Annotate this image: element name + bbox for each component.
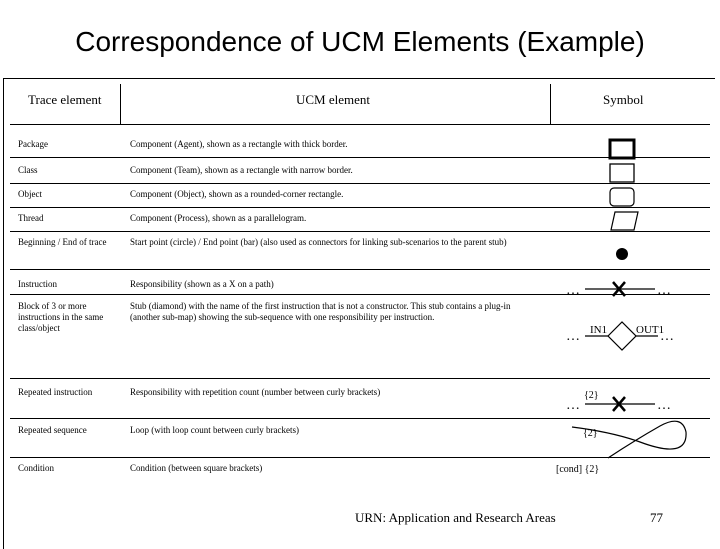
page-number: 77 [650,510,663,525]
table-row-ucm: Stub (diamond) with the name of the first instruction that is not a constructor. This stub contains a plug-in (another sub-map) showing the sub-sequence with one responsibility per instruction. [130,301,511,322]
start-point-symbol [616,248,628,260]
table-row-ucm: Component (Object), shown as a rounded-corner rectangle. [130,189,344,199]
table-row-ucm: Start point (circle) / End point (bar) (also used as connectors for linking sub-scenarios to the parent stub) [130,237,507,247]
rounded-rectangle-symbol [610,188,634,206]
table-row-ucm: Loop (with loop count between curly brackets) [130,425,299,435]
ellipsis-text: … [657,283,671,298]
parallelogram-symbol [611,212,638,230]
table-row-trace: Condition [18,463,55,473]
table-row-ucm: Responsibility with repetition count (number between curly brackets) [130,387,381,397]
table-row-ucm: Component (Agent), shown as a rectangle with thick border. [130,139,348,149]
thick-rectangle-symbol [610,140,634,158]
footer-text: URN: Application and Research Areas [355,510,556,525]
table-row-trace: Package [18,139,48,149]
table-row-ucm: Responsibility (shown as a X on a path) [130,279,274,289]
table-row-trace: Object [18,189,42,199]
header-ucm-element: UCM element [296,92,371,107]
slide-title: Correspondence of UCM Elements (Example) [75,26,645,57]
table-row-ucm: Component (Team), shown as a rectangle with narrow border. [130,165,353,175]
ellipsis-text: … [566,283,580,298]
ellipsis-text: … [566,329,580,344]
table-row-trace: Repeated sequence [18,425,87,435]
repetition-count-label: {2} [584,390,599,401]
stub-in-label: IN1 [590,324,608,336]
table-row-ucm: Component (Process), shown as a parallelogram. [130,213,307,223]
table-row-trace: Block of 3 or more instructions in the same class/object [18,301,104,333]
table-row-trace: Class [18,165,38,175]
ellipsis-text: … [660,329,674,344]
table-row-ucm: Condition (between square brackets) [130,463,263,473]
table-row-trace: Instruction [18,279,57,289]
loop-count-label: {2} [583,428,598,439]
table-row-trace: Repeated instruction [18,387,93,397]
header-trace-element: Trace element [28,92,102,107]
table-row-trace: Beginning / End of trace [18,237,107,247]
ellipsis-text: … [566,398,580,413]
condition-label: [cond] {2} [556,464,600,475]
stub-out-label: OUT1 [636,324,665,336]
loop-path-symbol [572,421,686,458]
narrow-rectangle-symbol [610,164,634,182]
stub-diamond-symbol [608,322,636,350]
header-symbol: Symbol [603,92,644,107]
table-row-trace: Thread [18,213,44,223]
ellipsis-text: … [657,398,671,413]
